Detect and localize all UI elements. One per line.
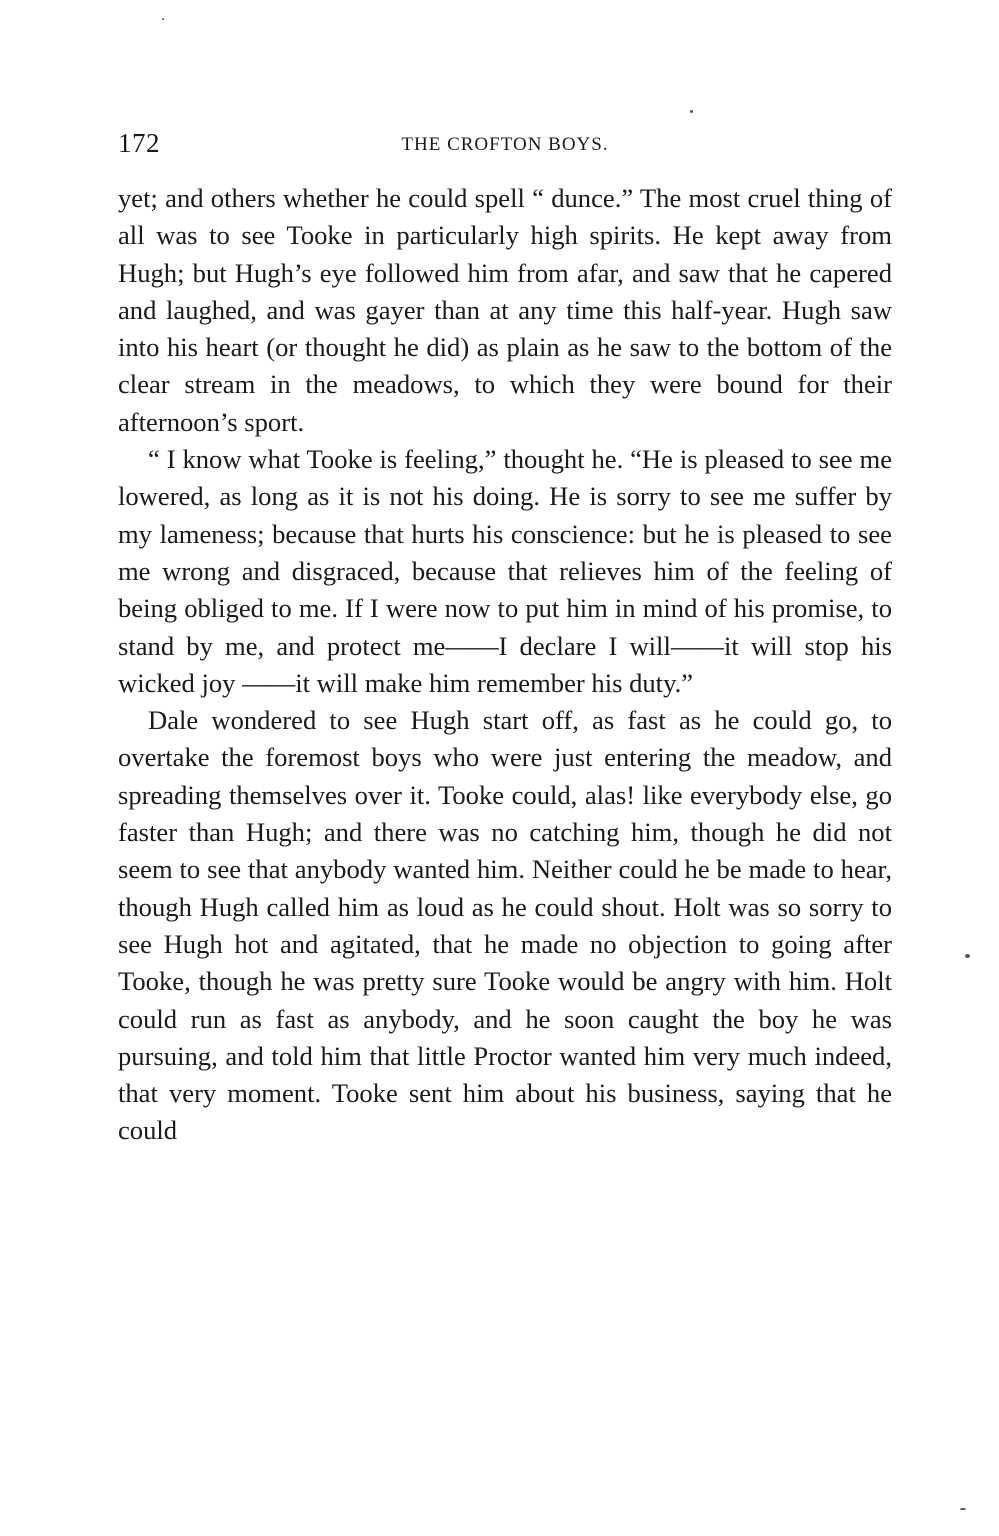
scan-speck [965,954,970,958]
scan-speck [690,110,693,113]
running-title: THE CROFTON BOYS. [401,134,609,155]
body-text [118,180,892,1150]
page-number: 172 [118,128,160,158]
scan-speck [162,18,164,20]
paragraph: yet; and others whether he could spell “ dunce.” The most cruel thing of all was to see Tooke in particularly high spirits. He kept away from Hugh; but Hugh’s eye followed him from afar, and saw that he capered and laughed, and was gayer than at any time this half-year. Hugh saw into his heart (or thought he did) as plain as he saw to the bottom of the clear stream in the meadows, to which they were bound for their afternoon’s sport. [118,183,892,437]
scan-speck [960,1508,966,1510]
page-header [118,128,892,164]
paragraph: “ I know what Tooke is feeling,” thought he. “He is pleased to see me lowered, as long as it is not his doing. He is sorry to see me suffer by my lameness; because that hurts his conscience: but he is pleased to see me wrong and disgraced, because that relieves him of the feeling of being obliged to me. If I were now to put him in mind of his promise, to stand by me, and protect me——I declare I will——it will stop his wicked joy ——it will make him remember his duty.” [118,444,892,698]
paragraph: Dale wondered to see Hugh start off, as fast as he could go, to overtake the foremost boys who were just entering the meadow, and spreading themselves over it. Tooke could, alas! like everybody else, go faster than Hugh; and there was no catching him, though he did not seem to see that anybody wanted him. Neither could he be made to hear, though Hugh called him as loud as he could shout. Holt was so sorry to see Hugh hot and agitated, that he made no objection to going after Tooke, though he was pretty sure Tooke would be angry with him. Holt could run as fast as anybody, and he soon caught the boy he was pursuing, and told him that little Proctor wanted him very much indeed, that very moment. Tooke sent him about his business, saying that he could [118,705,892,1146]
